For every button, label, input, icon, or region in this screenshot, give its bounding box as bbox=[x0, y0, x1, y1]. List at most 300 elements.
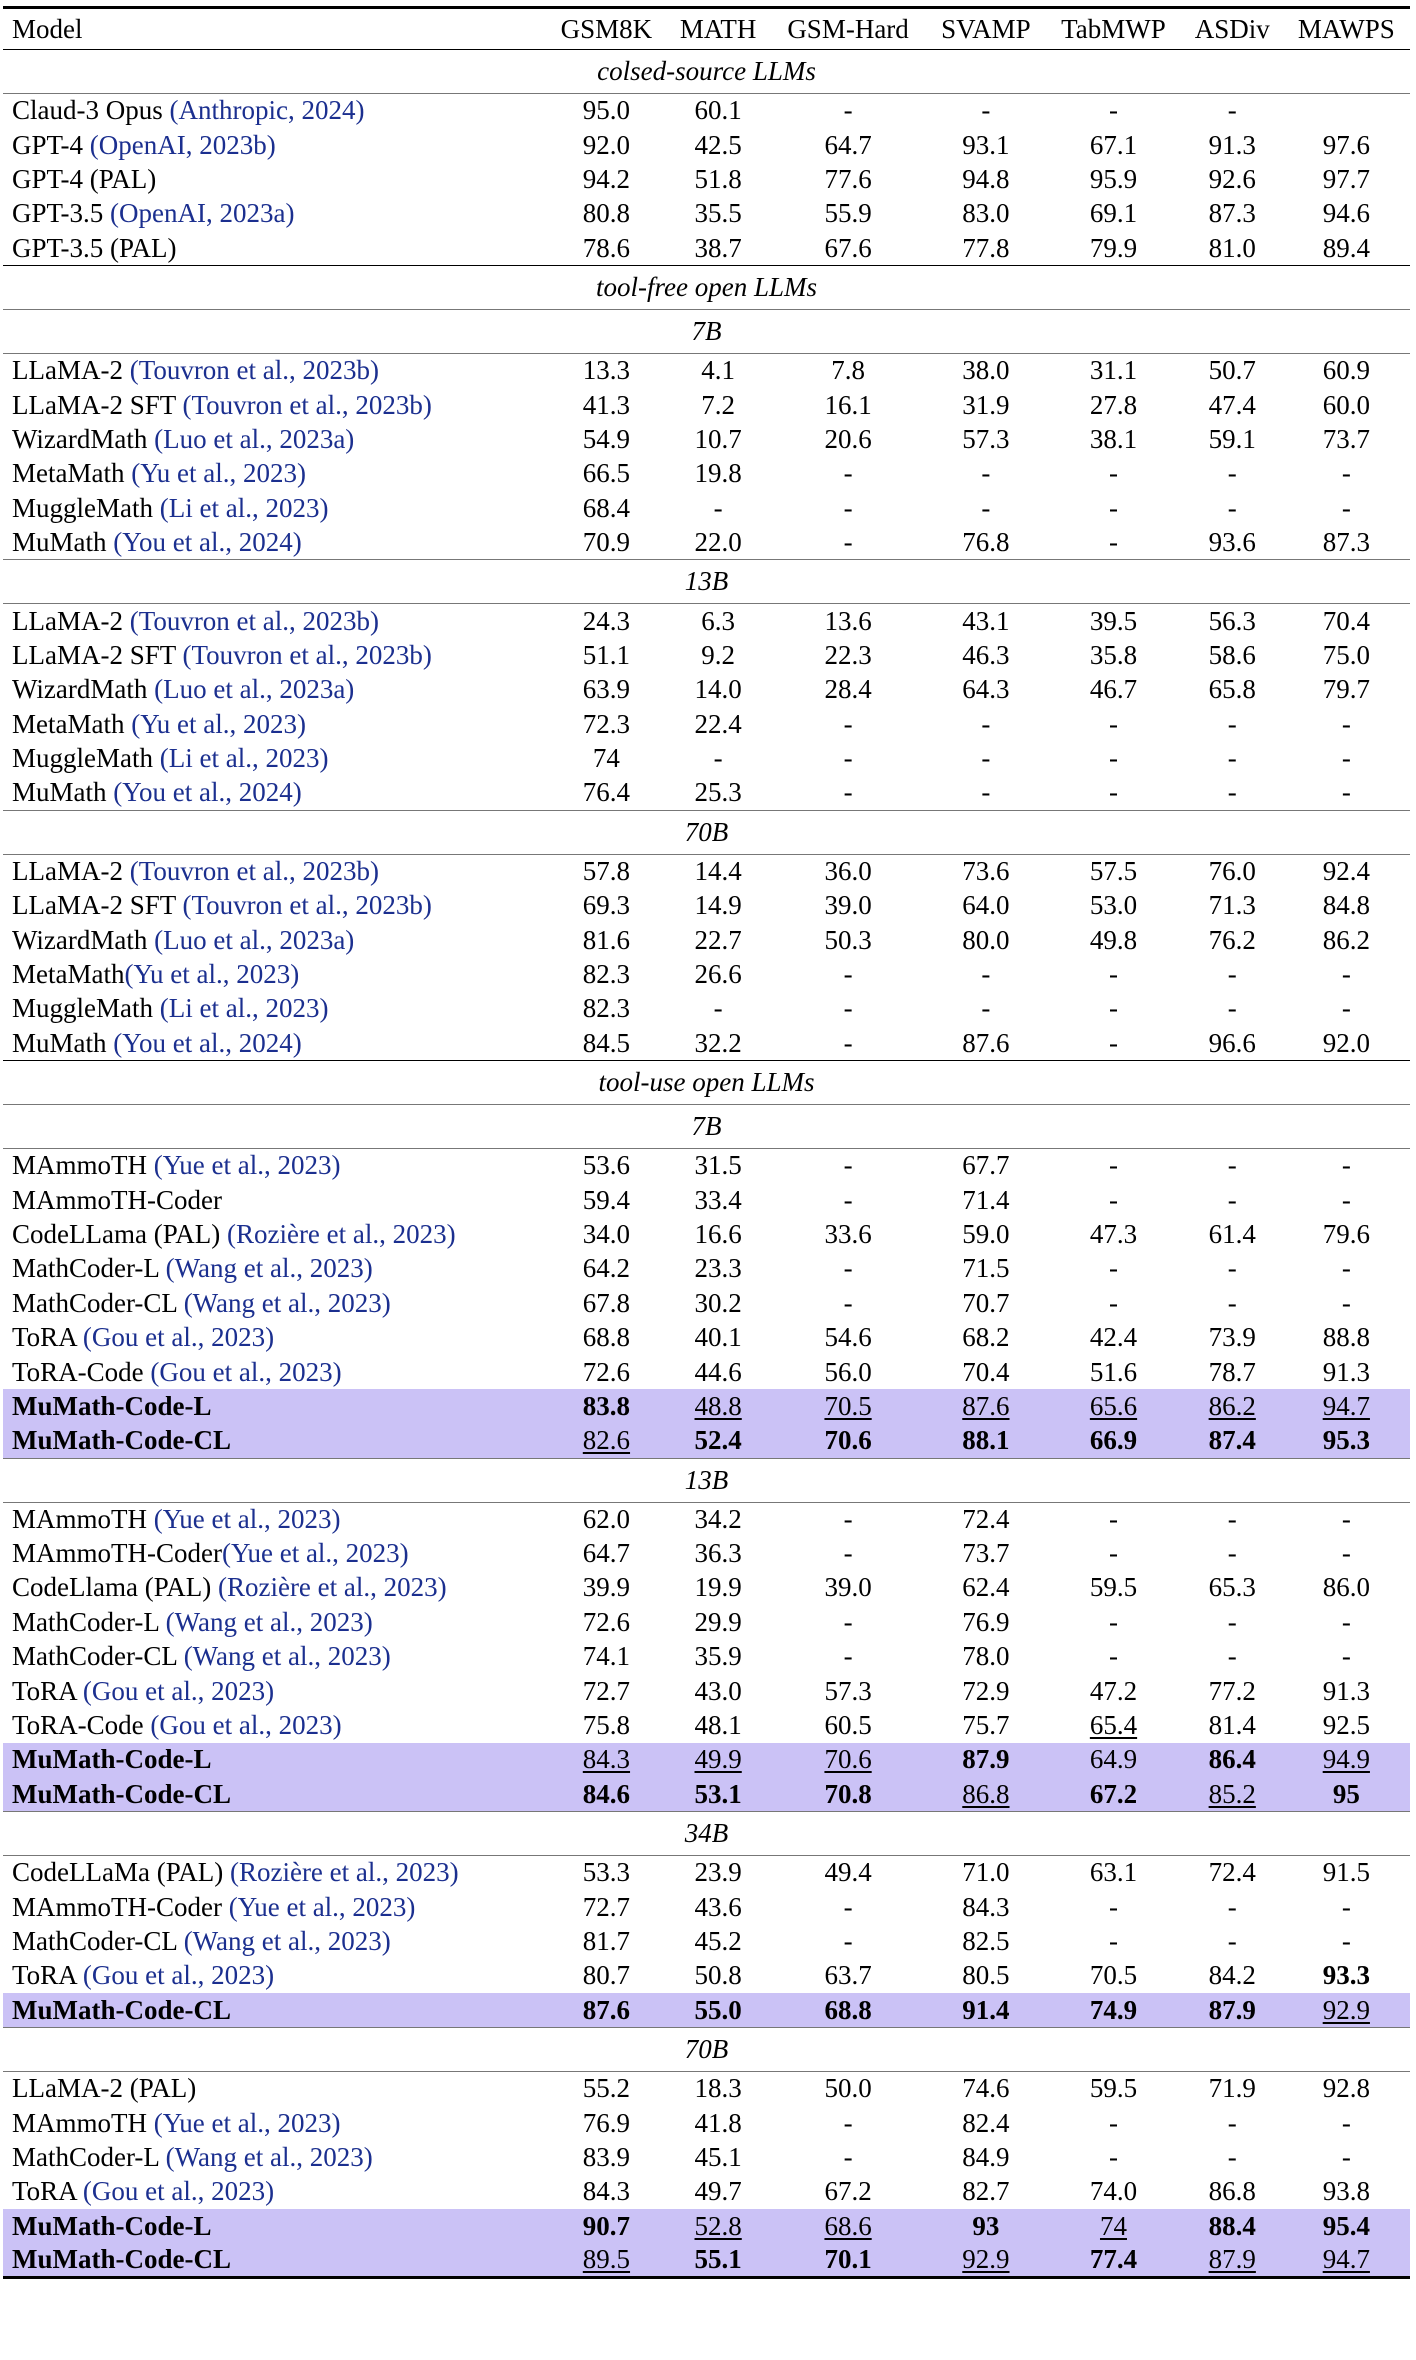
score-cell: 94.7 bbox=[1283, 2243, 1410, 2277]
citation-link[interactable]: (Yu et al., 2023) bbox=[131, 458, 306, 489]
score-cell: 64.0 bbox=[962, 890, 1010, 921]
citation-link[interactable]: (Wang et al., 2023) bbox=[165, 1606, 373, 1637]
model-size-label: 13B bbox=[684, 1464, 729, 1495]
score-cell: 14.4 bbox=[694, 856, 742, 887]
score-cell: 55.9 bbox=[824, 198, 872, 229]
score-cell: 68.4 bbox=[582, 492, 631, 523]
score-cell: 72.7 bbox=[582, 1675, 631, 1706]
model-name-cell bbox=[3, 197, 546, 231]
model-name-cell bbox=[3, 2106, 546, 2140]
table-row bbox=[3, 197, 1410, 231]
score-cell: 75.7 bbox=[962, 1710, 1010, 1741]
score-cell: - bbox=[1108, 1641, 1118, 1672]
citation-link[interactable]: (Yue et al., 2023) bbox=[153, 1150, 341, 1181]
citation-link[interactable]: (Rozière et al., 2023) bbox=[217, 1572, 447, 1603]
column-header-svamp: SVAMP bbox=[941, 13, 1031, 44]
score-cell: 49.8 bbox=[1089, 924, 1138, 955]
score-cell: 88.1 bbox=[927, 1424, 1045, 1458]
score-cell: 81.4 bbox=[1208, 1710, 1256, 1741]
score-cell: 56.0 bbox=[824, 1356, 872, 1387]
model-name-cell bbox=[3, 491, 546, 525]
score-cell: 84.5 bbox=[582, 1027, 631, 1058]
score-cell: 73.7 bbox=[1322, 423, 1370, 454]
results-table bbox=[3, 6, 1410, 2279]
section-label: tool-use open LLMs bbox=[598, 1066, 815, 1097]
table-row bbox=[3, 231, 1410, 265]
score-cell: - bbox=[843, 492, 853, 523]
model-name: ToRA bbox=[12, 2176, 83, 2207]
model-name-cell bbox=[3, 353, 546, 387]
score-cell: 82.3 bbox=[582, 959, 631, 989]
score-cell: 93 bbox=[927, 2209, 1045, 2243]
table-row bbox=[3, 1026, 1410, 1060]
score-cell: - bbox=[1108, 1027, 1118, 1058]
score-cell: - bbox=[1341, 959, 1351, 989]
score-cell: 32.2 bbox=[694, 1027, 742, 1058]
score-cell: - bbox=[1341, 1641, 1351, 1672]
score-cell: 50.3 bbox=[824, 924, 872, 955]
score-cell: 92.9 bbox=[927, 2243, 1045, 2277]
citation-link[interactable]: (Li et al., 2023) bbox=[159, 743, 329, 774]
model-name-cell bbox=[3, 1424, 546, 1458]
model-name-cell bbox=[3, 2071, 546, 2105]
model-name-cell bbox=[3, 457, 546, 491]
citation-link[interactable]: (Luo et al., 2023a) bbox=[154, 674, 355, 705]
score-cell: 38.7 bbox=[694, 232, 742, 263]
model-name-cell bbox=[3, 604, 546, 638]
citation-link[interactable]: (OpenAI, 2023b) bbox=[89, 129, 276, 160]
score-cell: 94.6 bbox=[1322, 198, 1370, 229]
score-cell: - bbox=[843, 993, 853, 1024]
score-cell: - bbox=[1108, 1891, 1118, 1922]
model-size-row bbox=[3, 810, 1410, 854]
score-cell: 59.5 bbox=[1089, 2073, 1138, 2104]
column-header-gsm8k: GSM8K bbox=[560, 13, 653, 44]
score-cell: - bbox=[1108, 777, 1118, 808]
score-cell: 65.8 bbox=[1208, 674, 1256, 705]
score-cell: 87.3 bbox=[1322, 526, 1370, 557]
model-name: ToRA bbox=[12, 1960, 83, 1991]
table-row bbox=[3, 638, 1410, 672]
score-cell: 49.4 bbox=[824, 1857, 872, 1888]
score-cell: 92.4 bbox=[1322, 856, 1370, 887]
score-cell: 76.9 bbox=[582, 2107, 631, 2138]
citation-link[interactable]: (You et al., 2024) bbox=[113, 1027, 302, 1058]
score-cell: 6.3 bbox=[701, 605, 736, 636]
score-cell: - bbox=[1108, 1150, 1118, 1181]
citation-link[interactable]: (Yue et al., 2023) bbox=[153, 1503, 341, 1534]
score-cell: 70.1 bbox=[769, 2243, 926, 2277]
score-cell: 47.2 bbox=[1089, 1675, 1138, 1706]
score-cell: - bbox=[1341, 1184, 1351, 1215]
score-cell: 84.8 bbox=[1322, 890, 1370, 921]
model-name-cell bbox=[3, 1993, 546, 2027]
citation-link[interactable]: (Touvron et al., 2023b) bbox=[129, 355, 380, 386]
score-cell: - bbox=[1341, 1925, 1351, 1956]
model-name: MathCoder-CL bbox=[12, 1925, 184, 1956]
model-name-cell bbox=[3, 1536, 546, 1570]
table-body bbox=[3, 50, 1410, 2278]
table-row bbox=[3, 1640, 1410, 1674]
score-cell: 91.5 bbox=[1322, 1857, 1370, 1888]
column-header-model: Model bbox=[12, 13, 83, 44]
score-cell: 95.4 bbox=[1283, 2209, 1410, 2243]
score-cell: 74.9 bbox=[1045, 1993, 1182, 2027]
score-cell: 95 bbox=[1283, 1777, 1410, 1811]
model-name: MuMath-Code-L bbox=[12, 2210, 212, 2241]
model-size-row bbox=[3, 560, 1410, 604]
score-cell: 34.2 bbox=[694, 1503, 742, 1534]
model-name: LLaMA-2 bbox=[12, 856, 130, 887]
model-name: ToRA bbox=[12, 1675, 83, 1706]
citation-link[interactable]: (Wang et al., 2023) bbox=[165, 1253, 373, 1284]
score-cell: - bbox=[1227, 777, 1237, 808]
score-cell: 64.9 bbox=[1045, 1743, 1182, 1777]
score-cell: - bbox=[1227, 1641, 1237, 1672]
model-name: MAmmoTH-Coder bbox=[12, 1891, 229, 1922]
citation-link[interactable]: (Gou et al., 2023) bbox=[82, 1675, 275, 1706]
score-cell: 14.9 bbox=[694, 890, 742, 921]
score-cell: 65.6 bbox=[1045, 1389, 1182, 1423]
score-cell: 29.9 bbox=[694, 1606, 742, 1637]
model-name-cell bbox=[3, 1890, 546, 1924]
score-cell: - bbox=[843, 2141, 853, 2172]
citation-link[interactable]: (Touvron et al., 2023b) bbox=[129, 856, 380, 887]
score-cell: - bbox=[1227, 95, 1237, 126]
score-cell: - bbox=[1108, 1287, 1118, 1318]
citation-link[interactable]: (Gou et al., 2023) bbox=[82, 1322, 275, 1353]
model-name: MathCoder-L bbox=[12, 2141, 166, 2172]
score-cell: 68.8 bbox=[769, 1993, 926, 2027]
score-cell: 45.2 bbox=[694, 1925, 742, 1956]
citation-link[interactable]: (Luo et al., 2023a) bbox=[154, 423, 355, 454]
model-name: MuggleMath bbox=[12, 993, 160, 1024]
citation-link[interactable]: (Touvron et al., 2023b) bbox=[182, 890, 432, 921]
score-cell: 33.4 bbox=[694, 1184, 742, 1215]
score-cell: 75.8 bbox=[582, 1710, 631, 1741]
score-cell: - bbox=[981, 959, 991, 989]
citation-link[interactable]: (Gou et al., 2023) bbox=[150, 1356, 342, 1387]
citation-link[interactable]: (You et al., 2024) bbox=[113, 777, 302, 808]
score-cell: 22.4 bbox=[694, 708, 742, 739]
model-name-cell bbox=[3, 638, 546, 672]
score-cell: 67.1 bbox=[1089, 129, 1138, 160]
table-row bbox=[3, 1502, 1410, 1536]
citation-link[interactable]: (OpenAI, 2023a) bbox=[110, 198, 295, 229]
score-cell: - bbox=[1341, 1287, 1351, 1318]
table-row-highlighted bbox=[3, 2243, 1410, 2277]
model-name-cell bbox=[3, 1252, 546, 1286]
score-cell: 76.0 bbox=[1208, 856, 1256, 887]
section-header-row bbox=[3, 1060, 1410, 1104]
model-name: MuMath-Code-CL bbox=[12, 2244, 231, 2275]
score-cell: 57.3 bbox=[824, 1675, 872, 1706]
score-cell: - bbox=[843, 1027, 853, 1058]
score-cell: - bbox=[1227, 1606, 1237, 1637]
citation-link[interactable]: (Luo et al., 2023a) bbox=[154, 924, 355, 955]
model-name: MuMath bbox=[12, 526, 114, 557]
citation-link[interactable]: (Touvron et al., 2023b) bbox=[182, 639, 432, 670]
score-cell: 30.2 bbox=[694, 1287, 742, 1318]
column-header-math: MATH bbox=[679, 13, 757, 44]
score-cell: - bbox=[843, 1184, 853, 1215]
score-cell: 36.3 bbox=[694, 1538, 742, 1569]
score-cell: 74.1 bbox=[582, 1641, 631, 1672]
score-cell: - bbox=[843, 95, 853, 126]
score-cell: 76.9 bbox=[962, 1606, 1010, 1637]
table-row bbox=[3, 1890, 1410, 1924]
citation-link[interactable]: (Yue et al., 2023) bbox=[153, 2107, 341, 2138]
score-cell: 84.6 bbox=[546, 1777, 667, 1811]
section-label: tool-free open LLMs bbox=[596, 271, 817, 302]
score-cell: 43.1 bbox=[962, 605, 1010, 636]
score-cell: - bbox=[981, 777, 991, 808]
score-cell: 39.0 bbox=[824, 890, 872, 921]
score-cell: 53.6 bbox=[582, 1150, 631, 1181]
table-row bbox=[3, 1148, 1410, 1182]
score-cell: 84.3 bbox=[582, 2176, 631, 2207]
model-name: MetaMath bbox=[12, 959, 125, 989]
score-cell: 7.2 bbox=[701, 389, 736, 420]
table-row bbox=[3, 1286, 1410, 1320]
table-row bbox=[3, 353, 1410, 387]
model-name-cell bbox=[3, 1355, 546, 1389]
score-cell: - bbox=[1341, 1253, 1351, 1284]
model-name-cell bbox=[3, 128, 546, 162]
model-name-cell bbox=[3, 1183, 546, 1217]
model-name: MuMath-Code-L bbox=[12, 1744, 212, 1775]
table-row bbox=[3, 94, 1410, 128]
model-name-cell bbox=[3, 1924, 546, 1958]
score-cell: - bbox=[1227, 708, 1237, 739]
model-name-cell bbox=[3, 776, 546, 810]
score-cell: 16.1 bbox=[824, 389, 872, 420]
citation-link[interactable]: (Wang et al., 2023) bbox=[183, 1287, 391, 1318]
score-cell: 61.4 bbox=[1208, 1218, 1256, 1249]
score-cell: - bbox=[1108, 1606, 1118, 1637]
score-cell: 41.3 bbox=[582, 389, 631, 420]
model-name: GPT-3.5 (PAL) bbox=[12, 232, 177, 263]
score-cell: 49.7 bbox=[694, 2176, 742, 2207]
score-cell: - bbox=[843, 458, 853, 489]
score-cell: 86.2 bbox=[1322, 924, 1370, 955]
model-size-label: 70B bbox=[684, 816, 729, 847]
score-cell: 31.5 bbox=[694, 1150, 742, 1181]
citation-link[interactable]: (Rozière et al., 2023) bbox=[229, 1857, 459, 1888]
citation-link[interactable]: (You et al., 2024) bbox=[113, 526, 302, 557]
score-cell: 94.2 bbox=[582, 163, 631, 194]
score-cell: 74.6 bbox=[962, 2073, 1010, 2104]
score-cell: 70.4 bbox=[1322, 605, 1370, 636]
score-cell: - bbox=[843, 959, 853, 989]
score-cell: 67.2 bbox=[1045, 1777, 1182, 1811]
score-cell: 57.3 bbox=[962, 423, 1010, 454]
score-cell: 67.8 bbox=[582, 1287, 631, 1318]
score-cell: 70.5 bbox=[1089, 1960, 1138, 1991]
score-cell: 39.5 bbox=[1089, 605, 1138, 636]
citation-link[interactable]: (Yu et al., 2023) bbox=[124, 959, 300, 989]
citation-link[interactable]: (Anthropic, 2024) bbox=[169, 95, 365, 126]
score-cell: 71.4 bbox=[962, 1184, 1010, 1215]
model-size-label: 7B bbox=[691, 315, 722, 346]
citation-link[interactable]: (Yue et al., 2023) bbox=[228, 1891, 416, 1922]
model-size-label: 13B bbox=[684, 566, 729, 597]
score-cell: 84.9 bbox=[962, 2141, 1010, 2172]
citation-link[interactable]: (Touvron et al., 2023b) bbox=[129, 605, 380, 636]
model-name-cell bbox=[3, 673, 546, 707]
score-cell: 77.6 bbox=[824, 163, 872, 194]
score-cell: 40.1 bbox=[694, 1322, 742, 1353]
citation-link[interactable]: (Yue et al., 2023) bbox=[221, 1538, 409, 1569]
table-row bbox=[3, 491, 1410, 525]
table-row-highlighted bbox=[3, 1424, 1410, 1458]
model-size-row bbox=[3, 1812, 1410, 1856]
score-cell: 59.5 bbox=[1089, 1572, 1138, 1603]
citation-link[interactable]: (Gou et al., 2023) bbox=[150, 1710, 342, 1741]
score-cell: 22.0 bbox=[694, 526, 742, 557]
score-cell: - bbox=[1341, 1606, 1351, 1637]
score-cell: 39.9 bbox=[582, 1572, 631, 1603]
table-row bbox=[3, 1183, 1410, 1217]
score-cell: 81.6 bbox=[582, 924, 631, 955]
score-cell: 83.9 bbox=[582, 2141, 631, 2172]
score-cell: 57.8 bbox=[582, 856, 631, 887]
model-name-cell bbox=[3, 2209, 546, 2243]
score-cell: 75.0 bbox=[1322, 639, 1370, 670]
model-name: MuMath-Code-CL bbox=[12, 1425, 231, 1456]
score-cell: 51.8 bbox=[694, 163, 742, 194]
citation-link[interactable]: (Li et al., 2023) bbox=[159, 993, 329, 1024]
section-header-row bbox=[3, 50, 1410, 94]
citation-link[interactable]: (Gou et al., 2023) bbox=[82, 1960, 275, 1991]
score-cell: 72.6 bbox=[582, 1356, 631, 1387]
score-cell: 94.8 bbox=[962, 163, 1010, 194]
score-cell: - bbox=[843, 1538, 853, 1569]
model-name: WizardMath bbox=[12, 674, 155, 705]
score-cell: 87.9 bbox=[927, 1743, 1045, 1777]
score-cell: 79.6 bbox=[1322, 1218, 1370, 1249]
model-name: MAmmoTH-Coder bbox=[12, 1538, 222, 1569]
table-row-highlighted bbox=[3, 1777, 1410, 1811]
score-cell: - bbox=[1227, 743, 1237, 774]
citation-link[interactable]: (Rozière et al., 2023) bbox=[226, 1218, 456, 1249]
score-cell bbox=[1283, 94, 1410, 128]
score-cell: 60.9 bbox=[1322, 355, 1370, 386]
score-cell: 59.0 bbox=[962, 1218, 1010, 1249]
score-cell: 59.1 bbox=[1208, 423, 1256, 454]
score-cell: 72.7 bbox=[582, 1891, 631, 1922]
table-row bbox=[3, 923, 1410, 957]
score-cell: 53.3 bbox=[582, 1857, 631, 1888]
score-cell: 36.0 bbox=[824, 856, 872, 887]
score-cell: 71.3 bbox=[1208, 890, 1256, 921]
score-cell: 67.6 bbox=[824, 232, 872, 263]
score-cell: - bbox=[1227, 492, 1237, 523]
model-name-cell bbox=[3, 1743, 546, 1777]
citation-link[interactable]: (Wang et al., 2023) bbox=[165, 2141, 373, 2172]
score-cell: - bbox=[1227, 1503, 1237, 1534]
score-cell: - bbox=[1341, 492, 1351, 523]
score-cell: 23.3 bbox=[694, 1253, 742, 1284]
score-cell: - bbox=[1108, 1184, 1118, 1215]
score-cell: - bbox=[1341, 2107, 1351, 2138]
score-cell: 44.6 bbox=[694, 1356, 742, 1387]
citation-link[interactable]: (Wang et al., 2023) bbox=[183, 1641, 391, 1672]
score-cell: 19.8 bbox=[694, 458, 742, 489]
score-cell: 39.0 bbox=[824, 1572, 872, 1603]
score-cell: - bbox=[1108, 1503, 1118, 1534]
score-cell: - bbox=[713, 743, 723, 774]
score-cell: 82.4 bbox=[962, 2107, 1010, 2138]
score-cell: 73.9 bbox=[1208, 1322, 1256, 1353]
score-cell: - bbox=[1227, 458, 1237, 489]
model-size-row bbox=[3, 309, 1410, 353]
score-cell: 13.6 bbox=[824, 605, 872, 636]
score-cell: 87.3 bbox=[1208, 198, 1256, 229]
citation-link[interactable]: (Gou et al., 2023) bbox=[82, 2176, 275, 2207]
score-cell: 64.2 bbox=[582, 1253, 631, 1284]
score-cell: 51.6 bbox=[1089, 1356, 1138, 1387]
score-cell: - bbox=[1108, 1253, 1118, 1284]
table-row bbox=[3, 2140, 1410, 2174]
model-size-label: 7B bbox=[691, 1110, 722, 1141]
score-cell: 38.1 bbox=[1089, 423, 1138, 454]
score-cell: 31.1 bbox=[1089, 355, 1138, 386]
score-cell: 74 bbox=[592, 743, 620, 774]
score-cell: - bbox=[1341, 1891, 1351, 1922]
score-cell: 38.0 bbox=[962, 355, 1010, 386]
score-cell: 68.8 bbox=[582, 1322, 631, 1353]
score-cell: 73.6 bbox=[962, 856, 1010, 887]
model-name-cell bbox=[3, 1856, 546, 1890]
model-name: LLaMA-2 bbox=[12, 355, 130, 386]
score-cell: 84.2 bbox=[1208, 1960, 1256, 1991]
score-cell: 60.5 bbox=[824, 1710, 872, 1741]
model-name-cell bbox=[3, 854, 546, 888]
score-cell: 83.8 bbox=[546, 1389, 667, 1423]
score-cell: 22.3 bbox=[824, 639, 872, 670]
score-cell: - bbox=[1227, 2107, 1237, 2138]
score-cell: 65.4 bbox=[1089, 1710, 1138, 1741]
model-size-row bbox=[3, 1104, 1410, 1148]
score-cell: 52.8 bbox=[667, 2209, 770, 2243]
score-cell: 86.0 bbox=[1322, 1572, 1370, 1603]
table-row bbox=[3, 388, 1410, 422]
score-cell: - bbox=[1108, 2107, 1118, 2138]
score-cell: 66.9 bbox=[1045, 1424, 1182, 1458]
citation-link[interactable]: (Li et al., 2023) bbox=[159, 492, 329, 523]
model-name-cell bbox=[3, 162, 546, 196]
column-header-tabmwp: TabMWP bbox=[1061, 13, 1166, 44]
score-cell: 89.4 bbox=[1322, 232, 1370, 263]
model-name-cell bbox=[3, 1959, 546, 1993]
score-cell: 52.4 bbox=[667, 1424, 770, 1458]
score-cell: 4.1 bbox=[701, 355, 736, 386]
model-size-row bbox=[3, 2027, 1410, 2071]
model-name: WizardMath bbox=[12, 924, 155, 955]
model-name: WizardMath bbox=[12, 423, 155, 454]
table-row bbox=[3, 525, 1410, 559]
citation-link[interactable]: (Yu et al., 2023) bbox=[131, 708, 306, 739]
model-name-cell bbox=[3, 1026, 546, 1060]
score-cell: 91.3 bbox=[1322, 1356, 1370, 1387]
citation-link[interactable]: (Wang et al., 2023) bbox=[183, 1925, 391, 1956]
score-cell: - bbox=[843, 1503, 853, 1534]
score-cell: 84.3 bbox=[962, 1891, 1010, 1922]
score-cell: 53.1 bbox=[667, 1777, 770, 1811]
score-cell: 76.4 bbox=[582, 777, 631, 808]
citation-link[interactable]: (Touvron et al., 2023b) bbox=[182, 389, 432, 420]
